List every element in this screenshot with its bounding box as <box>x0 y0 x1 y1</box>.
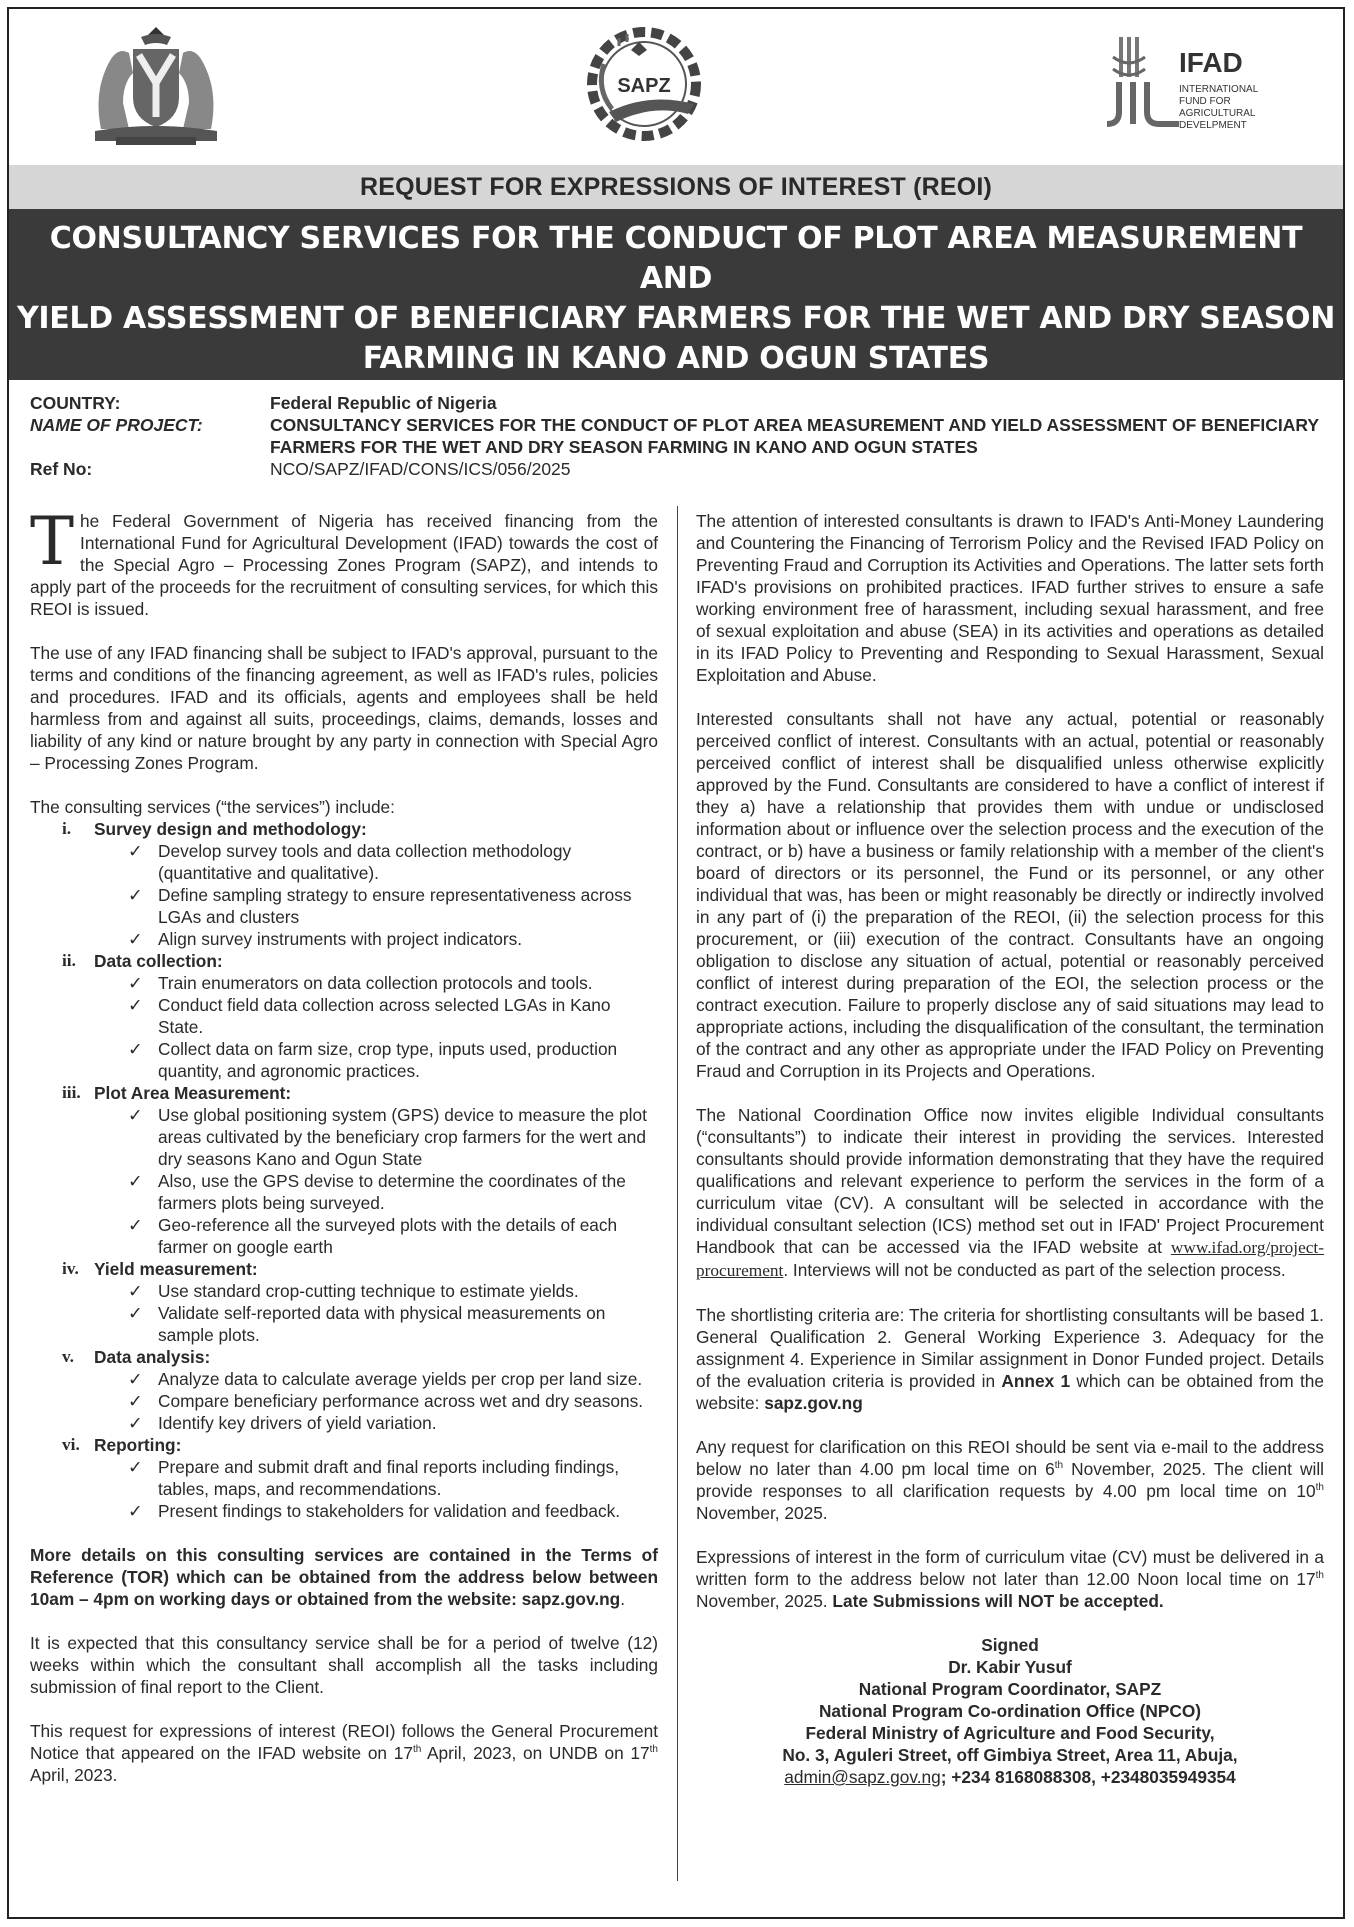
checkmark-icon: ✓ <box>128 973 143 993</box>
service-item: ✓ Use global positioning system (GPS) device to measure the plot areas cultivated by the beneficiary crop farmers for the wert and dry seasons Kano and Ogun State <box>128 1105 647 1169</box>
service-item: ✓ Geo-reference all the surveyed plots with the details of each farmer on google earth <box>128 1215 618 1257</box>
service-number: iii. <box>62 1083 81 1102</box>
project-label: NAME OF PROJECT: <box>30 415 203 435</box>
contact-line: admin@sapz.gov.ng; +234 8168088308, +2348035949354 <box>784 1767 1236 1787</box>
checkmark-icon: ✓ <box>128 929 143 949</box>
signature-block <box>696 1634 1324 1788</box>
checkmark-icon: ✓ <box>128 841 143 861</box>
ref-label: Ref No: <box>30 459 93 479</box>
service-title: Data analysis: <box>94 1347 211 1367</box>
period-paragraph: It is expected that this consultancy service shall be for a period of twelve (12) weeks within which the consultant shall accomplish all the tasks including submission of final report to the Client. <box>30 1633 658 1697</box>
svg-text:AGRICULTURAL: AGRICULTURAL <box>1179 108 1256 119</box>
service-item: ✓ Train enumerators on data collection protocols and tools. <box>128 973 593 993</box>
service-item: ✓ Compare beneficiary performance across wet and dry seasons. <box>128 1391 644 1411</box>
ifad-logo <box>1099 27 1299 147</box>
service-heading <box>30 1346 658 1368</box>
conflict-paragraph: Interested consultants shall not have any actual, potential or reasonably perceived conflict of interest. Consultants with an actual, potential or reasonably perceived conflict of interest shall be disqualified unless otherwise explicitly approved by the Fund. Consultants are considered to have a conflict of interest if they a) have a relationship that provides them with undue or undisclosed information about or influence over the selection process and the execution of the contract, or b) have a business or family relationship with a member of the client's board of directors or its personnel, the Fund or its personnel, or any other individual that was, has been or might reasonably be directly or indirectly involved in any part of (i) the preparation of the REOI, (ii) the selection process for this procurement, or (iii) execution of the contract. Consultants have an ongoing obligation to disclose any situation of actual, potential or reasonably perceived conflict of interest during preparation of the EOI, the selection process or the contract execution. Failure to properly disclose any of said situations may lead to appropriate actions, including the disqualification of the consultant, the termination of the contract and any other as appropriate under the IFAD Policy on Preventing Fraud and Corruption in its Projects and Operations. <box>696 709 1324 1081</box>
checkmark-icon: ✓ <box>128 1303 143 1323</box>
document-subtitle: (INDIVIDUAL CONSULTANT SELECTION) <box>428 383 924 411</box>
checkmark-icon: ✓ <box>128 1281 143 1301</box>
service-item: ✓ Prepare and submit draft and final reports including findings, tables, maps, and recommendations. <box>128 1457 620 1499</box>
project-meta <box>30 392 1330 480</box>
signatory-role: National Program Coordinator, SAPZ <box>858 1679 1162 1699</box>
left-column <box>30 503 658 1808</box>
service-item: ✓ Present findings to stakeholders for validation and feedback. <box>128 1501 621 1521</box>
checkmark-icon: ✓ <box>128 1501 143 1521</box>
tor-paragraph: More details on this consulting services are contained in the Terms of Reference (TOR) which can be obtained from the address below between 10am – 4pm on working days or obtained from the website: sapz.gov.ng. <box>30 1545 658 1609</box>
checkmark-icon: ✓ <box>128 1171 143 1191</box>
clarification-paragraph: Any request for clarification on this REOI should be sent via e-mail to the address below no later than 4.00 pm local time on 6th November, 2025. The client will provide responses to all clarification requests by 4.00 pm local time on 10th November, 2025. <box>696 1437 1325 1523</box>
project-row <box>30 414 1330 458</box>
service-item: ✓ Validate self-reported data with physical measurements on sample plots. <box>128 1303 606 1345</box>
service-number: ii. <box>62 951 76 970</box>
ref-value: NCO/SAPZ/IFAD/CONS/ICS/056/2025 <box>270 459 571 479</box>
svg-text:DEVELPMENT: DEVELPMENT <box>1179 120 1247 131</box>
shortlisting-paragraph: The shortlisting criteria are: The criteria for shortlisting consultants will be based 1. General Qualification 2. General Working Experience 3. Adequacy for the assignment 4. Experience in Similar assignment in Donor Funded project. Details of the evaluation criteria is provided in Annex 1 which can be obtained from the website: sapz.gov.ng <box>696 1305 1324 1413</box>
intro-paragraph: The Federal Government of Nigeria has received financing from the International Fund for Agricultural Development (IFAD) towards the cost of the Special Agro – Processing Zones Program (SAPZ), and intends to apply part of the proceeds for the recruitment of consulting services, for which this REOI is issued. <box>30 503 658 619</box>
deadline-paragraph: Expressions of interest in the form of curriculum vitae (CV) must be delivered in a written form to the address below not later than 12.00 Noon local time on 17th November, 2025. Late Submissions will NOT be accepted. <box>696 1547 1324 1611</box>
service-item: ✓ Develop survey tools and data collection methodology (quantitative and qualitative). <box>128 841 572 883</box>
nigeria-coat-of-arms-logo <box>81 19 231 149</box>
svg-text:SAPZ: SAPZ <box>617 75 671 97</box>
service-item: ✓ Use standard crop-cutting technique to estimate yields. <box>128 1281 579 1301</box>
checkmark-icon: ✓ <box>128 1215 143 1235</box>
country-row <box>30 392 1330 414</box>
service-number: i. <box>62 819 72 838</box>
signatory-name: Dr. Kabir Yusuf <box>948 1657 1072 1677</box>
service-heading <box>30 818 658 840</box>
checkmark-icon: ✓ <box>128 1457 143 1477</box>
reoi-banner <box>9 165 1343 209</box>
signatory-ministry: Federal Ministry of Agriculture and Food Security, <box>805 1723 1215 1743</box>
logo-header <box>9 9 1343 165</box>
signatory-office: National Program Co-ordination Office (NPCO) <box>818 1701 1202 1721</box>
project-value: CONSULTANCY SERVICES FOR THE CONDUCT OF PLOT AREA MEASUREMENT AND YIELD ASSESSMENT OF BENEFICIARY FARMERS FOR THE WET AND DRY SEASON FARMING IN KANO AND OGUN STATES <box>270 415 1319 457</box>
services-list <box>30 818 658 1522</box>
service-title: Yield measurement: <box>94 1259 258 1279</box>
right-column <box>696 510 1324 1788</box>
service-title: Plot Area Measurement: <box>94 1083 292 1103</box>
service-heading <box>30 1082 658 1104</box>
document-title <box>9 219 1343 379</box>
signed-label: Signed <box>981 1635 1039 1655</box>
country-value: Federal Republic of Nigeria <box>270 393 497 413</box>
ifad-procurement-link[interactable]: www.ifad.org/project-procurement <box>696 1238 1324 1280</box>
gpn-paragraph: This request for expressions of interest (REOI) follows the General Procurement Notice that appeared on the IFAD website on 17th April, 2023, on UNDB on 17th April, 2023. <box>30 1721 658 1785</box>
checkmark-icon: ✓ <box>128 1391 143 1411</box>
email-link[interactable]: admin@sapz.gov.ng <box>784 1767 941 1787</box>
svg-text:IFAD: IFAD <box>1179 47 1243 78</box>
invitation-paragraph: The National Coordination Office now invites eligible Individual consultants (“consultants”) to indicate their interest in providing the services. Interested consultants should provide information demonstrating that they have the required qualifications and relevant experience to perform the services in the form of a curriculum vitae (CV). A consultant will be selected in accordance with the individual consultant selection (ICS) method set out in IFAD' Project Procurement Handbook that can be accessed via the IFAD website at www.ifad.org/project-procurement. Interviews will not be conducted as part of the selection process. <box>696 1105 1324 1280</box>
policy-paragraph: The attention of interested consultants is drawn to IFAD's Anti-Money Laundering and Countering the Financing of Terrorism Policy and the Revised IFAD Policy on Preventing Fraud and Corruption its Activities and Operations. The latter sets forth IFAD's provisions on prohibited practices. IFAD further strives to ensure a safe working environment free of harassment, including sexual harassment, and free of sexual exploitation and abuse (SEA) in its activities and operations as detailed in its IFAD Policy to Preventing and Responding to Sexual Harassment, Sexual Exploitation and Abuse. <box>696 511 1324 685</box>
sapz-website-link[interactable]: sapz.gov.ng <box>764 1393 863 1413</box>
svg-text:INTERNATIONAL: INTERNATIONAL <box>1179 84 1259 95</box>
checkmark-icon: ✓ <box>128 1369 143 1389</box>
service-number: vi. <box>62 1435 80 1454</box>
checkmark-icon: ✓ <box>128 995 143 1015</box>
checkmark-icon: ✓ <box>128 885 143 905</box>
service-item: ✓ Align survey instruments with project indicators. <box>128 929 523 949</box>
financing-paragraph: The use of any IFAD financing shall be subject to IFAD's approval, pursuant to the terms and conditions of the financing agreement, as well as IFAD's rules, policies and procedures. IFAD and its officials, agents and employees shall be held harmless from and against all suits, proceedings, claims, demands, losses and liability of any kind or nature brought by any party in connection with Special Agro – Processing Zones Program. <box>30 643 658 773</box>
service-title: Survey design and methodology: <box>94 819 367 839</box>
service-item: ✓ Collect data on farm size, crop type, inputs used, production quantity, and agronomic practices. <box>128 1039 618 1081</box>
title-line: YIELD ASSESSMENT OF BENEFICIARY FARMERS FOR THE WET AND DRY SEASON <box>16 301 1336 336</box>
svg-text:FUND FOR: FUND FOR <box>1179 96 1231 107</box>
checkmark-icon: ✓ <box>128 1105 143 1125</box>
service-item: ✓ Also, use the GPS devise to determine the coordinates of the farmers plots being surveyed. <box>128 1171 626 1213</box>
sapz-logo <box>579 24 709 149</box>
service-item: ✓ Analyze data to calculate average yields per crop per land size. <box>128 1369 643 1389</box>
signatory-address: No. 3, Aguleri Street, off Gimbiya Street, Area 11, Abuja, <box>782 1745 1238 1765</box>
title-line: FARMING IN KANO AND OGUN STATES <box>362 341 990 376</box>
service-number: iv. <box>62 1259 79 1278</box>
service-heading <box>30 1434 658 1456</box>
drop-cap: T <box>30 503 75 580</box>
service-item: ✓ Identify key drivers of yield variation. <box>128 1413 437 1433</box>
ref-row <box>30 458 1330 480</box>
country-label: COUNTRY: <box>30 393 121 413</box>
service-item: ✓ Conduct field data collection across selected LGAs in Kano State. <box>128 995 611 1037</box>
service-heading <box>30 950 658 972</box>
services-intro: The consulting services (“the services”) include: <box>30 797 395 817</box>
reoi-heading: REQUEST FOR EXPRESSIONS OF INTEREST (REOI) <box>359 172 993 201</box>
column-divider <box>677 506 678 1881</box>
service-number: v. <box>62 1347 75 1366</box>
checkmark-icon: ✓ <box>128 1039 143 1059</box>
service-item: ✓ Define sampling strategy to ensure representativeness across LGAs and clusters <box>128 885 632 927</box>
service-title: Data collection: <box>94 951 223 971</box>
service-title: Reporting: <box>94 1435 182 1455</box>
service-heading <box>30 1258 658 1280</box>
title-line: CONSULTANCY SERVICES FOR THE CONDUCT OF PLOT AREA MEASUREMENT AND <box>49 221 1303 296</box>
checkmark-icon: ✓ <box>128 1413 143 1433</box>
